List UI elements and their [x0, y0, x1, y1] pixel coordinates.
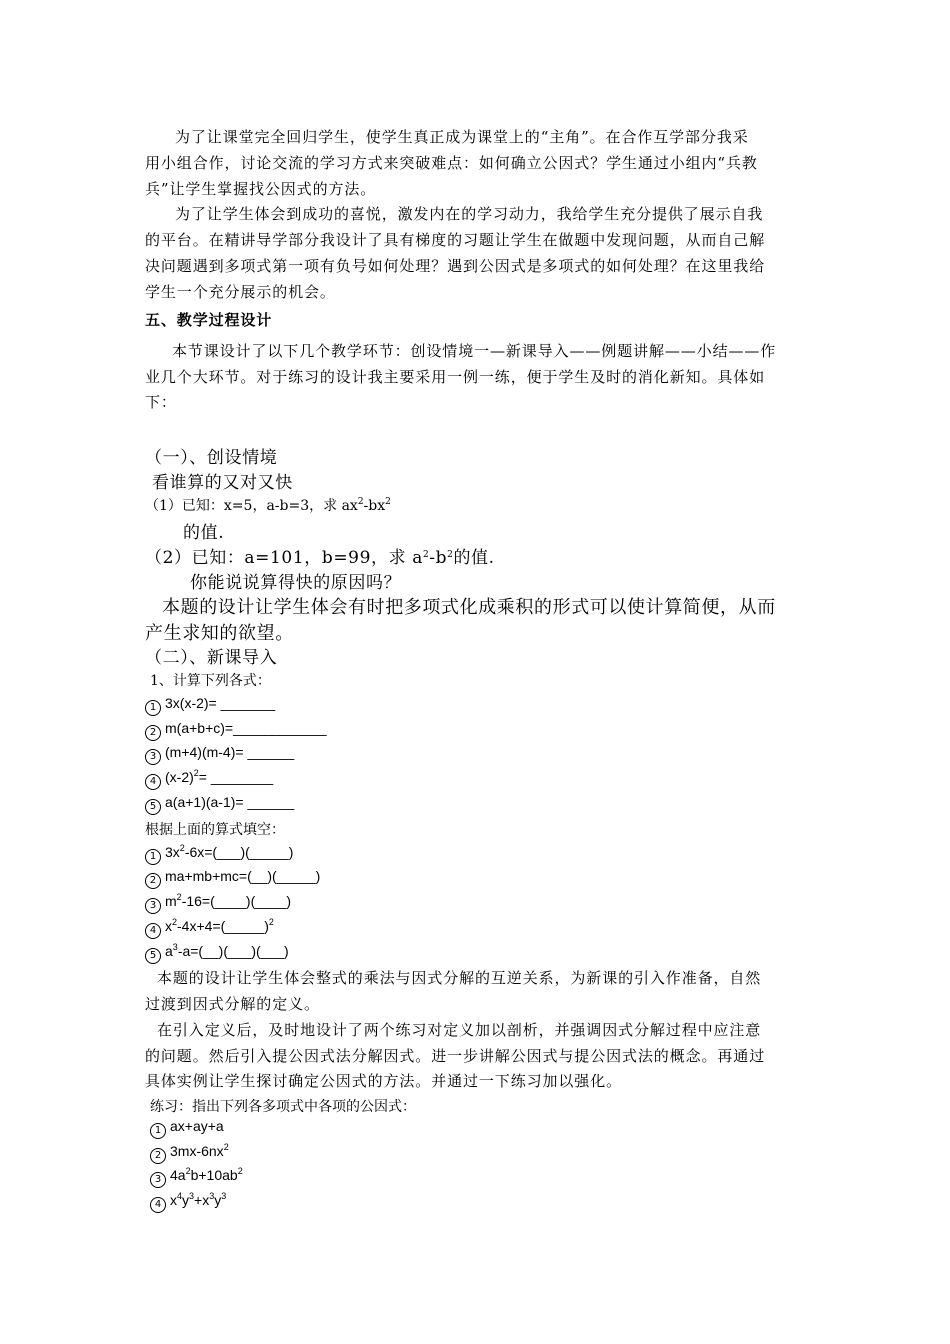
- section1-subtitle: 看谁算的又对又快: [152, 473, 293, 493]
- circled-number-icon: 2: [150, 1148, 166, 1164]
- question-1: （1）已知：x=5，a-b=3，求 $ax^2-bx^2$: [145, 497, 391, 514]
- circled-number-icon: 2: [145, 725, 161, 741]
- calc-item: 1 3x(x-2)= _______: [145, 695, 275, 716]
- circled-number-icon: 1: [145, 849, 161, 865]
- para1-line2: 用小组合作，讨论交流的学习方式来突破难点：如何确立公因式？学生通过小组内“兵教: [145, 154, 758, 172]
- circled-number-icon: 3: [150, 1172, 166, 1188]
- practice-item: 2 $3mx-6nx^2$: [150, 1143, 229, 1164]
- definition-line3: 具体实例让学生探讨确定公因式的方法。并通过一下练习加以强化。: [145, 1072, 623, 1090]
- section2-design-line1: 本题的设计让学生体会整式的乘法与因式分解的互逆关系，为新课的引入作准备，自然: [157, 969, 762, 987]
- para2-line4: 学生一个充分展示的机会。: [145, 283, 336, 301]
- section2-design-line2: 过渡到因式分解的定义。: [145, 995, 320, 1013]
- section1-design-line2: 产生求知的欲望。: [145, 623, 294, 644]
- question-2: （2）已知：a=101，b=99，求 $a^2-b^2$的值.: [145, 548, 495, 568]
- section2-title: （二）、新课导入: [145, 648, 278, 668]
- para1-line3: 兵”让学生掌握找公因式的方法。: [145, 180, 377, 198]
- calc-item: 3 (m+4)(m-4)= ______: [145, 744, 294, 765]
- definition-line1: 在引入定义后，及时地设计了两个练习对定义加以剖析，并强调因式分解过程中应注意: [157, 1021, 762, 1039]
- question-1-tail: 的值.: [183, 523, 225, 543]
- section1-design-line1: 本题的设计让学生体会有时把多项式化成乘积的形式可以使计算简便，从而: [162, 597, 776, 618]
- fill-item: 3 $m^2-16=(\_\_\_\_)(\_\_\_\_)$: [145, 893, 291, 914]
- circled-number-icon: 1: [145, 700, 161, 716]
- practice-title: 练习：指出下列各多项式中各项的公因式：: [150, 1099, 416, 1115]
- fill-item: 5 $a^3-a=(\_\_)(\_\_\_)(\_\_\_)$: [145, 943, 289, 964]
- definition-line2: 的问题。然后引入提公因式法分解因式。进一步讲解公因式与提公因式法的概念。再通过: [145, 1047, 766, 1065]
- para2-line2: 的平台。在精讲导学部分我设计了具有梯度的习题让学生在做题中发现问题，从而自己解: [145, 231, 766, 249]
- calc-item: 2 m(a+b+c)=____________: [145, 720, 327, 741]
- para3-line1: 本节课设计了以下几个教学环节：创设情境一—新课导入——例题讲解——小结——作: [172, 342, 777, 360]
- practice-item: 1 ax+ay+a: [150, 1118, 224, 1139]
- para2-line3: 决问题遇到多项式第一项有负号如何处理？遇到公因式是多项式的如何处理？在这里我给: [145, 257, 766, 275]
- practice-item: 4 $x^4y^3+x^3y^3$: [150, 1192, 226, 1213]
- section-heading: 五、教学过程设计: [145, 311, 273, 329]
- fill-item: 2 ma+mb+mc=(__)(_____): [145, 868, 320, 889]
- circled-number-icon: 4: [150, 1197, 166, 1213]
- para3-line2: 业几个大环节。对于练习的设计我主要采用一例一练，便于学生及时的消化新知。具体如: [145, 368, 766, 386]
- para1-line1: 为了让课堂完全回归学生，使学生真正成为课堂上的“主角”。在合作互学部分我采: [175, 128, 749, 146]
- calc-item: 5 a(a+1)(a-1)= ______: [145, 794, 294, 815]
- calc-item: 4 $(x-2)^2=$ ________: [145, 769, 273, 790]
- circled-number-icon: 5: [145, 799, 161, 815]
- fill-item: 4 $x^2-4x+4=(\_\_\_\_\_)^2$: [145, 918, 274, 939]
- section1-title: （一）、创设情境: [145, 448, 278, 468]
- fill-item: 1 $3x^2-6x=(\_\_\_)(\_\_\_\_\_)$: [145, 844, 293, 865]
- task1-heading: 1、计算下列各式：: [150, 673, 271, 689]
- para2-line1: 为了让学生体会到成功的喜悦，激发内在的学习动力，我给学生充分提供了展示自我: [175, 205, 764, 223]
- circled-number-icon: 4: [145, 923, 161, 939]
- circled-number-icon: 2: [145, 873, 161, 889]
- circled-number-icon: 1: [150, 1123, 166, 1139]
- speed-question: 你能说说算得快的原因吗？: [190, 573, 402, 593]
- practice-item: 3 $4a^2b+10ab^2$: [150, 1167, 243, 1188]
- circled-number-icon: 3: [145, 749, 161, 765]
- para3-line3: 下：: [145, 393, 177, 411]
- circled-number-icon: 4: [145, 774, 161, 790]
- circled-number-icon: 5: [145, 948, 161, 964]
- circled-number-icon: 3: [145, 898, 161, 914]
- fill-intro: 根据上面的算式填空：: [145, 822, 285, 838]
